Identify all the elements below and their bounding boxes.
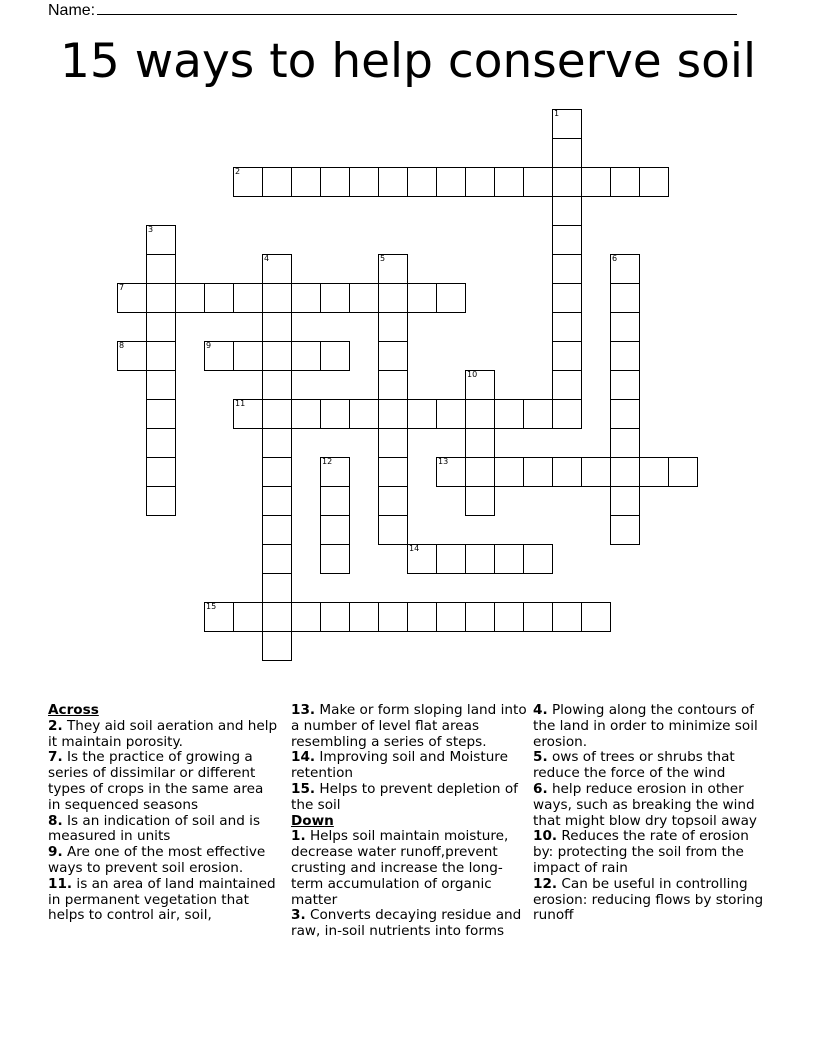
grid-cell[interactable] — [233, 283, 263, 313]
grid-cell[interactable] — [204, 283, 234, 313]
grid-cell[interactable] — [523, 457, 553, 487]
clue-number: 15 — [206, 602, 217, 611]
grid-cell[interactable] — [523, 602, 553, 632]
grid-cell[interactable] — [552, 109, 582, 139]
grid-cell[interactable] — [610, 167, 640, 197]
grid-cell[interactable] — [146, 399, 176, 429]
grid-cell[interactable] — [436, 602, 466, 632]
puzzle-title: 15 ways to help conserve soil — [59, 34, 757, 89]
grid-cell[interactable] — [436, 283, 466, 313]
grid-cell[interactable] — [320, 515, 350, 545]
clue-number: 8 — [119, 341, 125, 350]
grid-cell[interactable] — [291, 399, 321, 429]
clue-down-5: 5. ows of trees or shrubs that reduce the force of the wind — [533, 749, 735, 782]
clue-number: 7 — [119, 283, 125, 292]
grid-cell[interactable] — [552, 196, 582, 226]
grid-cell[interactable] — [610, 370, 640, 400]
grid-cell[interactable] — [465, 167, 495, 197]
grid-cell[interactable] — [494, 399, 524, 429]
clue-number: 12 — [322, 457, 333, 466]
grid-cell[interactable] — [465, 602, 495, 632]
grid-cell[interactable] — [407, 399, 437, 429]
grid-cell[interactable] — [204, 602, 234, 632]
grid-cell[interactable] — [117, 283, 147, 313]
grid-cell[interactable] — [349, 602, 379, 632]
grid-cell[interactable] — [262, 602, 292, 632]
grid-cell[interactable] — [668, 457, 698, 487]
grid-cell[interactable] — [262, 428, 292, 458]
grid-cell[interactable] — [552, 283, 582, 313]
grid-cell[interactable] — [494, 457, 524, 487]
grid-cell[interactable] — [407, 602, 437, 632]
grid-cell[interactable] — [465, 428, 495, 458]
grid-cell[interactable] — [436, 167, 466, 197]
grid-cell[interactable] — [233, 399, 263, 429]
grid-cell[interactable] — [262, 573, 292, 603]
grid-cell[interactable] — [262, 370, 292, 400]
grid-cell[interactable] — [465, 457, 495, 487]
grid-cell[interactable] — [262, 341, 292, 371]
grid-cell[interactable] — [610, 399, 640, 429]
grid-cell[interactable] — [378, 370, 408, 400]
grid-cell[interactable] — [552, 457, 582, 487]
grid-cell[interactable] — [349, 283, 379, 313]
grid-cell[interactable] — [581, 167, 611, 197]
grid-cell[interactable] — [378, 341, 408, 371]
grid-cell[interactable] — [320, 544, 350, 574]
grid-cell[interactable] — [262, 457, 292, 487]
grid-cell[interactable] — [552, 138, 582, 168]
grid-cell[interactable] — [320, 283, 350, 313]
grid-cell[interactable] — [378, 167, 408, 197]
grid-cell[interactable] — [465, 399, 495, 429]
grid-cell[interactable] — [407, 544, 437, 574]
grid-cell[interactable] — [523, 399, 553, 429]
down-heading: Down — [291, 812, 334, 829]
grid-cell[interactable] — [320, 167, 350, 197]
grid-cell[interactable] — [552, 167, 582, 197]
grid-cell[interactable] — [610, 283, 640, 313]
grid-cell[interactable] — [581, 602, 611, 632]
grid-cell[interactable] — [146, 428, 176, 458]
grid-cell[interactable] — [610, 486, 640, 516]
grid-cell[interactable] — [146, 254, 176, 284]
clues-column-1 — [48, 703, 280, 924]
grid-cell[interactable] — [146, 341, 176, 371]
clue-number: 6 — [612, 254, 618, 263]
grid-cell[interactable] — [552, 341, 582, 371]
clue-across-2: 2. They aid soil aeration and help it maintain porosity. — [48, 717, 278, 750]
grid-cell[interactable] — [552, 602, 582, 632]
grid-cell[interactable] — [552, 370, 582, 400]
clue-number: 9 — [206, 341, 212, 350]
clue-number: 11 — [235, 399, 246, 408]
grid-cell[interactable] — [610, 428, 640, 458]
grid-cell[interactable] — [639, 457, 669, 487]
grid-cell[interactable] — [349, 167, 379, 197]
grid-cell[interactable] — [262, 631, 292, 661]
grid-cell[interactable] — [494, 167, 524, 197]
grid-cell[interactable] — [233, 341, 263, 371]
grid-cell[interactable] — [175, 283, 205, 313]
grid-cell[interactable] — [291, 283, 321, 313]
grid-cell[interactable] — [465, 544, 495, 574]
grid-cell[interactable] — [552, 254, 582, 284]
grid-cell[interactable] — [552, 225, 582, 255]
grid-cell[interactable] — [378, 254, 408, 284]
clue-down-6: 6. help reduce erosion in other ways, such as breaking the wind that might blow dry topsoil away — [533, 780, 757, 829]
grid-cell[interactable] — [494, 602, 524, 632]
clue-number: 14 — [409, 544, 420, 553]
clue-across-9: 9. Are one of the most effective ways to prevent soil erosion. — [48, 844, 266, 876]
grid-cell[interactable] — [117, 341, 147, 371]
grid-cell[interactable] — [610, 341, 640, 371]
grid-cell[interactable] — [204, 341, 234, 371]
across-heading: Across — [48, 702, 99, 718]
grid-cell[interactable] — [378, 283, 408, 313]
grid-cell[interactable] — [378, 399, 408, 429]
grid-cell[interactable] — [146, 486, 176, 516]
grid-cell[interactable] — [291, 602, 321, 632]
grid-cell[interactable] — [610, 515, 640, 545]
grid-cell[interactable] — [146, 312, 176, 342]
grid-cell[interactable] — [378, 486, 408, 516]
clue-across-13: 13. Make or form sloping land into a number of level flat areas resembling a series of steps. — [291, 702, 527, 750]
clues-column-2 — [291, 703, 527, 940]
clue-down-4: 4. Plowing along the contours of the land in order to minimize soil erosion. — [533, 702, 758, 750]
clue-down-1: 1. Helps soil maintain moisture, decrease water runoff,prevent crusting and increase the long-term accumulation of organic matter — [291, 828, 509, 908]
grid-cell[interactable] — [262, 312, 292, 342]
clue-number: 4 — [264, 254, 270, 263]
clue-number: 3 — [148, 225, 154, 234]
name-label: Name: — [48, 2, 96, 19]
grid-cell[interactable] — [320, 602, 350, 632]
grid-cell[interactable] — [262, 544, 292, 574]
clue-number: 10 — [467, 370, 478, 379]
grid-cell[interactable] — [262, 399, 292, 429]
clue-down-3: 3. Converts decaying residue and raw, in-soil nutrients into forms — [291, 907, 522, 940]
grid-cell[interactable] — [436, 544, 466, 574]
grid-cell[interactable] — [639, 167, 669, 197]
clue-across-15: 15. Helps to prevent depletion of the soil — [291, 780, 518, 813]
grid-cell[interactable] — [581, 457, 611, 487]
grid-cell[interactable] — [407, 283, 437, 313]
clue-across-7: 7. Is the practice of growing a series of dissimilar or different types of crops in the same area in sequenced seasons — [48, 749, 264, 813]
grid-cell[interactable] — [320, 457, 350, 487]
grid-cell[interactable] — [436, 399, 466, 429]
grid-cell[interactable] — [465, 370, 495, 400]
grid-cell[interactable] — [610, 254, 640, 284]
grid-cell[interactable] — [262, 283, 292, 313]
grid-cell[interactable] — [262, 486, 292, 516]
grid-cell[interactable] — [233, 602, 263, 632]
clue-across-8: 8. Is an indication of soil and is measured in units — [48, 812, 261, 845]
grid-cell[interactable] — [378, 312, 408, 342]
grid-cell[interactable] — [320, 399, 350, 429]
grid-cell[interactable] — [146, 283, 176, 313]
clue-number: 2 — [235, 167, 241, 176]
grid-cell[interactable] — [523, 167, 553, 197]
clue-across-11: 11. is an area of land maintained in permanent vegetation that helps to control air, soil, — [48, 875, 276, 924]
grid-cell[interactable] — [552, 399, 582, 429]
grid-cell[interactable] — [146, 370, 176, 400]
grid-cell[interactable] — [523, 544, 553, 574]
grid-cell[interactable] — [610, 312, 640, 342]
clue-down-12: 12. Can be useful in controlling erosion: reducing flows by storing runoff — [533, 875, 764, 924]
clue-down-10: 10. Reduces the rate of erosion by: protecting the soil from the impact of rain — [533, 828, 749, 876]
clue-number: 13 — [438, 457, 449, 466]
grid-cell[interactable] — [146, 225, 176, 255]
grid-cell[interactable] — [378, 515, 408, 545]
grid-cell[interactable] — [610, 457, 640, 487]
grid-cell[interactable] — [349, 399, 379, 429]
grid-cell[interactable] — [378, 457, 408, 487]
clues-column-3 — [533, 703, 773, 924]
grid-cell[interactable] — [320, 486, 350, 516]
grid-cell[interactable] — [146, 457, 176, 487]
grid-cell[interactable] — [291, 167, 321, 197]
clue-number: 1 — [554, 109, 560, 118]
clue-across-14: 14. Improving soil and Moisture retention — [291, 749, 508, 782]
grid-cell[interactable] — [465, 486, 495, 516]
grid-cell[interactable] — [262, 254, 292, 284]
grid-cell[interactable] — [262, 167, 292, 197]
clue-number: 5 — [380, 254, 386, 263]
grid-cell[interactable] — [233, 167, 263, 197]
grid-cell[interactable] — [262, 515, 292, 545]
grid-cell[interactable] — [436, 457, 466, 487]
grid-cell[interactable] — [407, 167, 437, 197]
grid-cell[interactable] — [320, 341, 350, 371]
grid-cell[interactable] — [552, 312, 582, 342]
grid-cell[interactable] — [378, 602, 408, 632]
grid-cell[interactable] — [494, 544, 524, 574]
grid-cell[interactable] — [291, 341, 321, 371]
grid-cell[interactable] — [378, 428, 408, 458]
